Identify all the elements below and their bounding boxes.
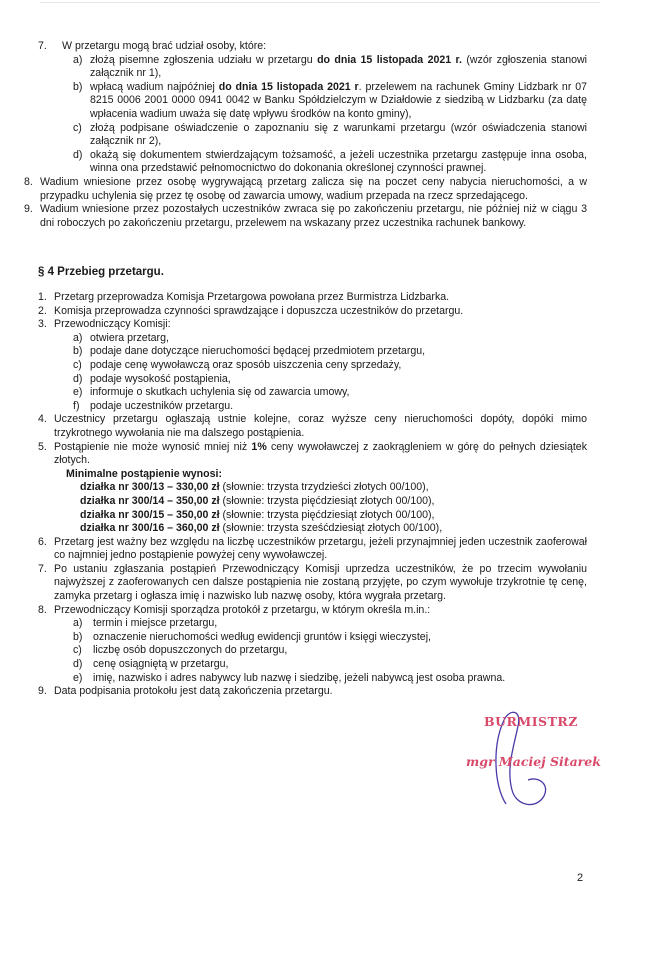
- deadline-bold: do dnia 15 listopada 2021 r: [218, 80, 359, 93]
- subitem-3d: [0, 373, 660, 387]
- subitem-text: podaje uczestników przetargu.: [90, 399, 234, 412]
- top-edge-artifact: [40, 2, 600, 3]
- subitem-8e: [0, 672, 660, 686]
- list-item-3: [0, 318, 660, 332]
- plot-line-1: [0, 481, 660, 495]
- min-heading-text: Minimalne postąpienie wynosi:: [66, 467, 222, 480]
- text-part: złożą pisemne zgłoszenia udziału w przetargu: [90, 53, 318, 66]
- subitem-7c: [0, 122, 660, 149]
- plot-line-3: [0, 509, 660, 523]
- list-item-7: [0, 40, 660, 54]
- list-item-8: [0, 176, 660, 203]
- item-number: 5.: [38, 440, 47, 453]
- subitem-letter: c): [73, 358, 82, 371]
- subitem-8a: [0, 617, 660, 631]
- subitem-text: informuje o skutkach uchylenia się od zawarcia umowy,: [90, 386, 350, 399]
- subitem-letter: a): [73, 53, 83, 66]
- item-number: 6.: [38, 535, 47, 548]
- section-heading: § 4 Przebieg przetargu.: [38, 266, 164, 278]
- subitem-text: cenę osiągniętą w przetargu,: [93, 658, 229, 671]
- list-item-4: [0, 413, 660, 440]
- plot-text: (słownie: trzysta pięćdziesiąt złotych 00/100),: [219, 508, 435, 521]
- subitem-text: termin i miejsce przetargu,: [93, 617, 218, 630]
- subitem-7a: [0, 54, 660, 81]
- item-text: Przewodniczący Komisji sporządza protokół z przetargu, w którym określa m.in.:: [54, 603, 431, 616]
- stamp-name: mgr Maciej Sitarek: [466, 754, 601, 769]
- deadline-bold: do dnia 15 listopada 2021 r.: [317, 53, 462, 66]
- subitem-text: otwiera przetarg,: [90, 331, 169, 344]
- subitem-text: okażą się dokumentem stwierdzającym tożsamość, a jeżeli uczestnika przetargu zastępuje inna osoba, winna ona przedstawić pełnomocnictwo do dokonania określonej czynności prawnej.: [90, 148, 587, 175]
- list-item-1: [0, 291, 660, 305]
- subitem-text: imię, nazwisko i adres nabywcy lub nazwę i siedzibę, jeżeli nabywcą jest osoba prawna.: [93, 671, 506, 684]
- item-number: 9.: [24, 203, 33, 216]
- item-text: [54, 441, 587, 468]
- plot-text: (słownie: trzysta sześćdziesiąt złotych 00/100),: [219, 522, 443, 535]
- plot-bold: działka nr 300/16 – 360,00 zł: [80, 522, 220, 535]
- subitem-text: złożą podpisane oświadczenie o zapoznaniu się z warunkami przetargu (wzór oświadczenia stanowi załącznik nr 2),: [90, 121, 587, 148]
- stamp-title: BURMISTRZ: [484, 714, 578, 729]
- subitem-letter: d): [73, 372, 83, 385]
- item-text: Przetarg przeprowadza Komisja Przetargowa powołana przez Burmistrza Lidzbarka.: [54, 291, 450, 303]
- item-number: 7.: [38, 562, 47, 575]
- list-item-2: [0, 305, 660, 319]
- text-part: . przelewem na rachunek Gminy Lidzbark nr 07 8215 0006 2001 0000 0941 0042 w Banku Spółdzielczym w Działdowie z siedzibą w Lidzbarku (za datę wpłacenia wadium uważa się datę wpływu środków na konto gminy),: [90, 80, 587, 120]
- subitem-3e: [0, 386, 660, 400]
- subitem-text: podaje cenę wywoławczą oraz sposób uiszczenia ceny sprzedaży,: [90, 358, 402, 371]
- list-item-7: [0, 563, 660, 604]
- section3-continuation: [0, 40, 660, 230]
- item-text: Wadium wniesione przez pozostałych uczestników zwraca się po zakończeniu przetargu, nie później niż w ciągu 3 dni roboczych po zakończeniu przetargu, przelewem na wskazany przez uczestnika rachunek bankowy.: [40, 203, 587, 229]
- subitem-text: podaje wysokość postąpienia,: [90, 372, 231, 385]
- subitem-letter: b): [73, 80, 83, 93]
- plot-line-2: [0, 495, 660, 509]
- item-text: Uczestnicy przetargu ogłaszają ustnie kolejne, coraz wyższe ceny nieruchomości dopóty, dopóki mimo trzykrotnego wywołania nie ma dalszego postąpienia.: [54, 413, 587, 439]
- item-number: 4.: [38, 413, 47, 426]
- text-part: Postąpienie nie może wynosić mniej niż: [54, 440, 252, 453]
- subitem-8b: [0, 631, 660, 645]
- subitem-letter: d): [73, 148, 83, 161]
- subitem-3a: [0, 332, 660, 346]
- percent-bold: 1%: [251, 440, 267, 453]
- subitem-letter: b): [73, 345, 83, 358]
- subitem-letter: c): [73, 121, 82, 134]
- subitem-3b: [0, 345, 660, 359]
- subitem-3c: [0, 359, 660, 373]
- subitem-text: [90, 81, 587, 122]
- item-text: Komisja przeprowadza czynności sprawdzające i dopuszcza uczestników do przetargu.: [54, 304, 464, 317]
- plot-text: (słownie: trzysta pięćdziesiąt złotych 00/100),: [219, 494, 435, 507]
- subitem-letter: a): [73, 331, 83, 344]
- item-text: Po ustaniu zgłaszania postąpień Przewodniczący Komisji uprzedza uczestników, że po trzecim wywołaniu najwyższej z zaoferowanych cen dalsze postąpienia nie zostaną przyjęte, po czym wywołuje trzykrotnie tę cenę, zamyka przetarg i ogłasza imię i nazwisko lub nazwę osoby, która wygrała przetarg.: [54, 562, 587, 603]
- item-number: 8.: [38, 603, 47, 616]
- plot-line-4: [0, 522, 660, 536]
- subitem-text: oznaczenie nieruchomości według ewidencji gruntów i księgi wieczystej,: [93, 630, 431, 643]
- subitem-8c: [0, 644, 660, 658]
- subitem-text: podaje dane dotyczące nieruchomości będącej przedmiotem przetargu,: [90, 345, 426, 358]
- list-item-9: [0, 203, 660, 230]
- item-text: W przetargu mogą brać udział osoby, które:: [62, 40, 267, 52]
- subitem-letter: d): [73, 658, 83, 671]
- plot-bold: działka nr 300/14 – 350,00 zł: [80, 494, 220, 507]
- plot-bold: działka nr 300/15 – 350,00 zł: [80, 508, 220, 521]
- section4-body: [0, 291, 660, 699]
- list-item-6: [0, 536, 660, 563]
- item-number: 3.: [38, 318, 47, 331]
- subitem-letter: b): [73, 630, 83, 643]
- item-number: 2.: [38, 304, 47, 317]
- list-item-9: [0, 685, 660, 699]
- item-text: Data podpisania protokołu jest datą zakończenia przetargu.: [54, 685, 333, 698]
- item-number: 8.: [24, 175, 33, 188]
- plot-text: (słownie: trzysta trzydzieści złotych 00/100),: [219, 481, 429, 494]
- item-number: 7.: [38, 40, 47, 52]
- subitem-letter: e): [73, 671, 83, 684]
- item-text: Przetarg jest ważny bez względu na liczbę uczestników przetargu, jeżeli przynajmniej jeden uczestnik zaoferował co najmniej jedno postąpienie powyżej ceny wywoławczej.: [54, 535, 587, 562]
- item-text: Przewodniczący Komisji:: [54, 318, 171, 331]
- subitem-3f: [0, 400, 660, 414]
- subitem-letter: f): [73, 399, 80, 412]
- subitem-letter: e): [73, 386, 83, 399]
- page-number: 2: [577, 872, 584, 884]
- plot-bold: działka nr 300/13 – 330,00 zł: [80, 481, 220, 494]
- min-increment-heading: [0, 468, 660, 482]
- item-text: Wadium wniesione przez osobę wygrywającą przetarg zalicza się na poczet ceny nabycia nieruchomości, a w przypadku uchylenia się przez tę osobę od zawarcia umowy, wadium przepada na rzecz sprzedającego.: [40, 175, 587, 202]
- list-item-8: [0, 604, 660, 618]
- subitem-text: liczbę osób dopuszczonych do przetargu,: [93, 644, 288, 657]
- subitem-letter: c): [73, 644, 82, 657]
- subitem-8d: [0, 658, 660, 672]
- subitem-letter: a): [73, 617, 83, 630]
- list-item-5: [0, 441, 660, 468]
- item-number: 1.: [38, 291, 47, 303]
- text-part: wpłacą wadium najpóźniej: [90, 80, 219, 93]
- subitem-7b: [0, 81, 660, 122]
- subitem-text: [90, 54, 587, 81]
- text-part: (wzór zgłoszenia stanowi załącznik nr 1),: [90, 53, 587, 80]
- subitem-7d: [0, 149, 660, 176]
- item-number: 9.: [38, 685, 47, 698]
- text-part: ceny wywoławczej z zaokrągleniem w górę do pełnych dziesiątek złotych.: [54, 440, 587, 467]
